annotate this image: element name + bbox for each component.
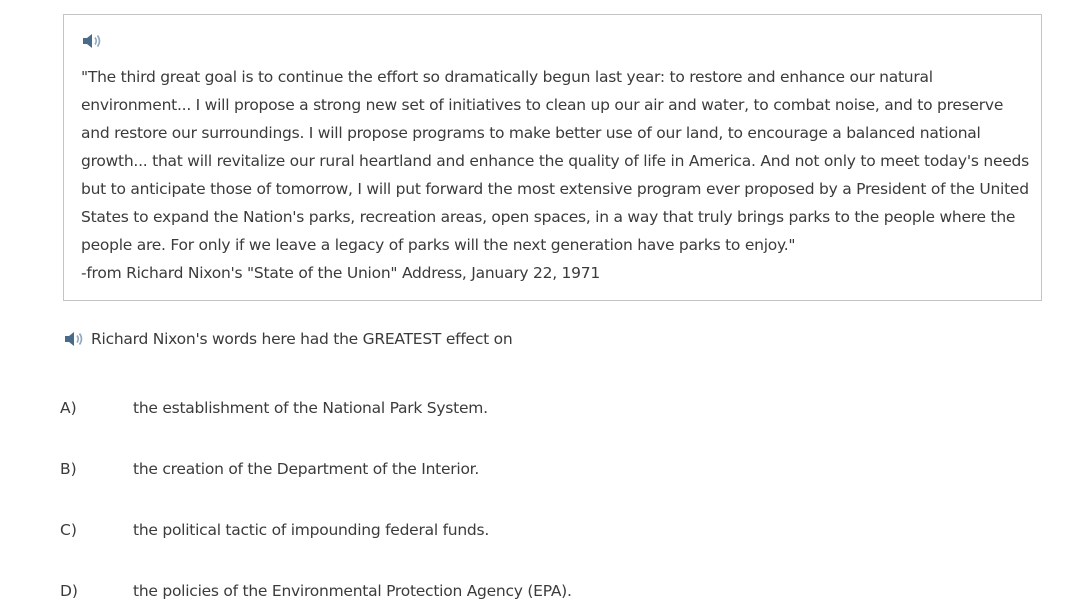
answer-choice-c[interactable]	[60, 517, 960, 543]
choice-text: the creation of the Department of the Interior.	[133, 460, 480, 478]
choice-letter: D)	[60, 582, 78, 600]
choice-text: the political tactic of impounding federal funds.	[133, 521, 490, 539]
answer-choice-d[interactable]	[60, 578, 960, 604]
answer-choice-a[interactable]	[60, 395, 960, 421]
question-stem	[63, 326, 512, 352]
passage-box	[63, 14, 1042, 301]
passage-text	[81, 63, 1031, 287]
question-text: Richard Nixon's words here had the GREATEST effect on	[91, 330, 513, 348]
choice-text: the establishment of the National Park System.	[133, 399, 488, 417]
speaker-icon[interactable]	[63, 330, 87, 348]
answer-choice-b[interactable]	[60, 456, 960, 482]
choice-letter: B)	[60, 460, 77, 478]
passage-attribution: -from Richard Nixon's "State of the Union" Address, January 22, 1971	[81, 264, 600, 282]
choice-text: the policies of the Environmental Protection Agency (EPA).	[133, 582, 572, 600]
choice-letter: C)	[60, 521, 77, 539]
choice-letter: A)	[60, 399, 77, 417]
speaker-icon[interactable]	[81, 32, 105, 50]
passage-quote: "The third great goal is to continue the effort so dramatically begun last year: to restore and enhance our natural environment... I will propose a strong new set of initiatives to clean up our air and water, to combat noise, and to preserve and restore our surroundings. I will propose programs to make better use of our land, to encourage a balanced national growth... that will revitalize our rural heartland and enhance the quality of life in America. And not only to meet today's needs but to anticipate those of tomorrow, I will put forward the most extensive program ever proposed by a President of the United States to expand the Nation's parks, recreation areas, open spaces, in a way that truly brings parks to the people where the people are. For only if we leave a legacy of parks will the next generation have parks to enjoy."	[81, 68, 1029, 254]
